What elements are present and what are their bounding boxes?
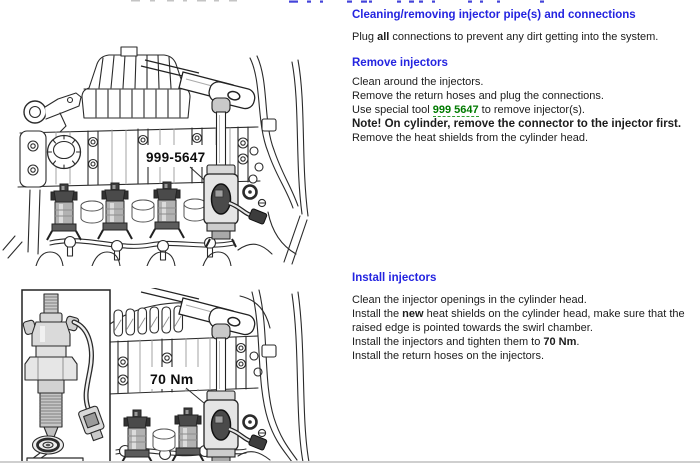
engine-illustration-install [0, 288, 345, 462]
heat-shield-washer [33, 436, 64, 454]
heading-remove-injectors: Remove injectors [352, 57, 448, 69]
note-cylinder-connector: Note! On cylinder, remove the connector to the injector first. [352, 118, 682, 130]
oil-filler-cap [48, 136, 81, 169]
step-remove-hoses: Remove the return hoses and plug the connections. [352, 90, 604, 102]
step-clean-openings: Clean the injector openings in the cylinder head. [352, 294, 587, 306]
injector-3 [171, 408, 205, 462]
heading-cleaning-removing: Cleaning/removing injector pipe(s) and connections [352, 9, 636, 21]
step-remove-heat-shields: Remove the heat shields from the cylinder head. [352, 132, 589, 144]
step-install-heat-shields [352, 307, 686, 335]
injector-2 [120, 410, 154, 462]
text-run: Plug [352, 31, 378, 43]
head-boss [153, 429, 175, 451]
lifting-bracket [24, 93, 81, 132]
head-boss [132, 200, 154, 222]
text-run: heat shields on the cylinder head, make sure that the raised edge is pointed towards the swirl chamber. [352, 308, 685, 334]
step-use-special-tool [352, 103, 686, 117]
text-run-bold: new [402, 308, 424, 320]
step-tighten-injectors [352, 335, 686, 349]
paragraph-plug-connections [352, 30, 686, 44]
text-run-bold: 70 Nm [543, 336, 577, 348]
text-run: to remove injector(s). [478, 104, 585, 116]
inset-injector-detail [22, 290, 110, 462]
special-tool-link[interactable]: 999 5647 [432, 104, 479, 116]
text-run: Use special tool [352, 104, 433, 116]
step-install-return-hoses: Install the return hoses on the injectors. [352, 350, 544, 362]
figure-remove-injectors [0, 0, 345, 266]
step-clean-around: Clean around the injectors. [352, 76, 484, 88]
text-run: connections to prevent any dirt getting into the system. [389, 31, 659, 43]
content-bottom-divider [0, 461, 700, 463]
head-boss [81, 201, 103, 223]
heading-install-injectors: Install injectors [352, 272, 437, 284]
text-run: Install the injectors and tighten them to [352, 336, 544, 348]
text-run-bold: all [377, 31, 390, 43]
section-cleaning-removing [352, 8, 686, 145]
injector-3 [150, 182, 184, 238]
text-run: Install the [352, 308, 403, 320]
tool-number-label: 999-5647 [146, 150, 206, 165]
section-install-injectors [352, 271, 686, 363]
text-run: . [576, 336, 580, 348]
injector-1 [47, 184, 81, 240]
figure-install-injectors [0, 288, 345, 462]
engine-illustration-remove [0, 0, 345, 266]
head-boss [184, 199, 206, 221]
torque-label: 70 Nm [150, 371, 194, 387]
